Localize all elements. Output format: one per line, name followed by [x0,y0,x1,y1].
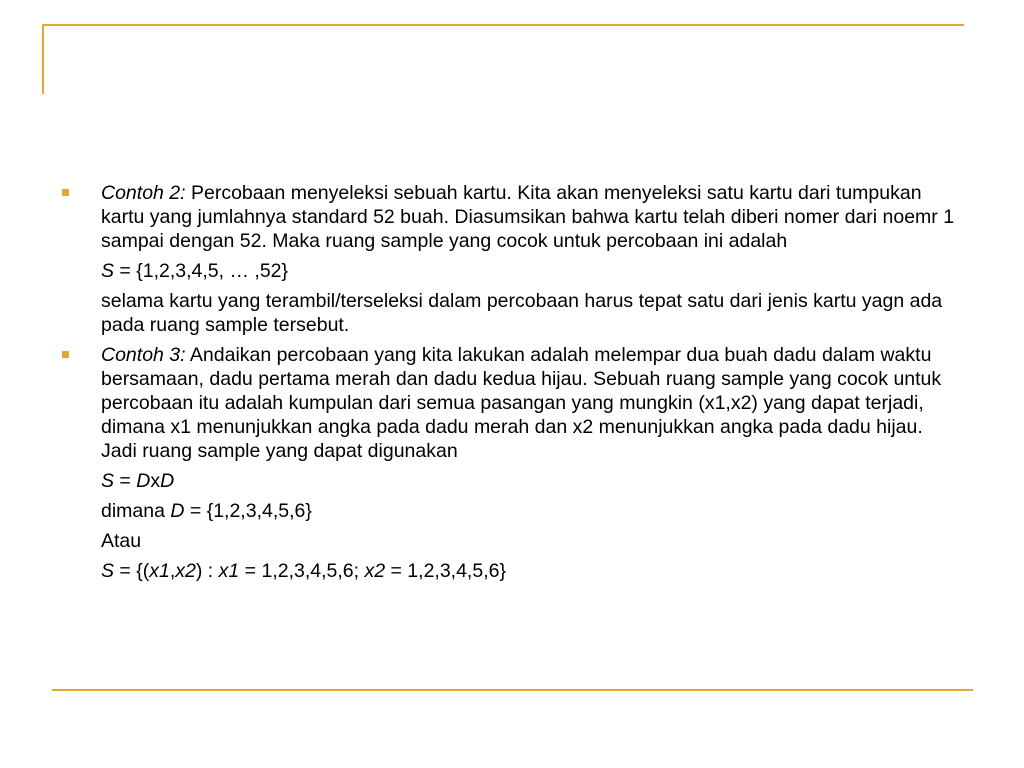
formula-line-d-definition [62,499,962,523]
atau-line: Atau [101,530,142,552]
set-symbol: S [101,560,115,582]
formula-part: , [169,560,176,582]
set-d: D [170,500,185,522]
var-x1: x1 [218,560,240,582]
bullet-contoh-3 [62,343,962,463]
formula-part: ) : [195,560,219,582]
set-d: D [160,470,175,492]
example-label: Contoh 3: [101,344,186,366]
square-bullet-icon [62,189,69,196]
formula-line-pairs [62,559,962,583]
bullet-paragraph [101,181,962,253]
set-definition: = {1,2,3,4,5, … ,52} [114,260,289,282]
set-d-values: = {1,2,3,4,5,6} [184,500,312,522]
frame-bottom-line [52,689,973,691]
set-symbol: S [101,470,115,492]
formula-part: = 1,2,3,4,5,6} [385,560,506,582]
bullet-paragraph [101,343,962,463]
dimana-text: dimana [101,500,171,522]
formula-part: = {( [114,560,150,582]
equals: = [114,470,137,492]
var-x1: x1 [149,560,170,582]
square-bullet-icon [62,351,69,358]
set-d: D [136,470,151,492]
slide-content [62,181,962,583]
formula-part: = 1,2,3,4,5,6; [239,560,365,582]
formula-line [62,259,962,283]
bullet-contoh-2 [62,181,962,253]
example-text: Andaikan percobaan yang kita lakukan adalah melempar dua buah dadu dalam waktu bersamaan, dadu pertama merah dan dadu kedua hijau. Sebuah ruang sample yang cocok untuk percobaan itu adalah kumpulan dari semua pasangan yang mungkin (x1,x2) yang dapat terjadi, dimana x1 menunjukkan angka pada dadu merah dan x2 menunjukkan angka pada dadu hijau. Jadi ruang sample yang dapat digunakan [101,344,942,462]
frame-left-line [42,24,44,94]
frame-top-line [42,24,964,26]
var-x2: x2 [364,560,386,582]
var-x2: x2 [175,560,196,582]
example-text: Percobaan menyeleksi sebuah kartu. Kita akan menyeleksi satu kartu dari tumpukan kartu yang jumlahnya standard 52 buah. Diasumsikan bahwa kartu telah diberi nomer dari noemr 1 sampai dengan 52. Maka ruang sample yang cocok untuk percobaan ini adalah [101,182,955,252]
cross-symbol: x [150,470,161,492]
set-symbol: S [101,260,115,282]
example-label: Contoh 2: [101,182,186,204]
explanation-note: selama kartu yang terambil/terseleksi dalam percobaan harus tepat satu dari jenis kartu yagn ada pada ruang sample tersebut. [101,290,943,336]
formula-line-sample-space [62,469,962,493]
